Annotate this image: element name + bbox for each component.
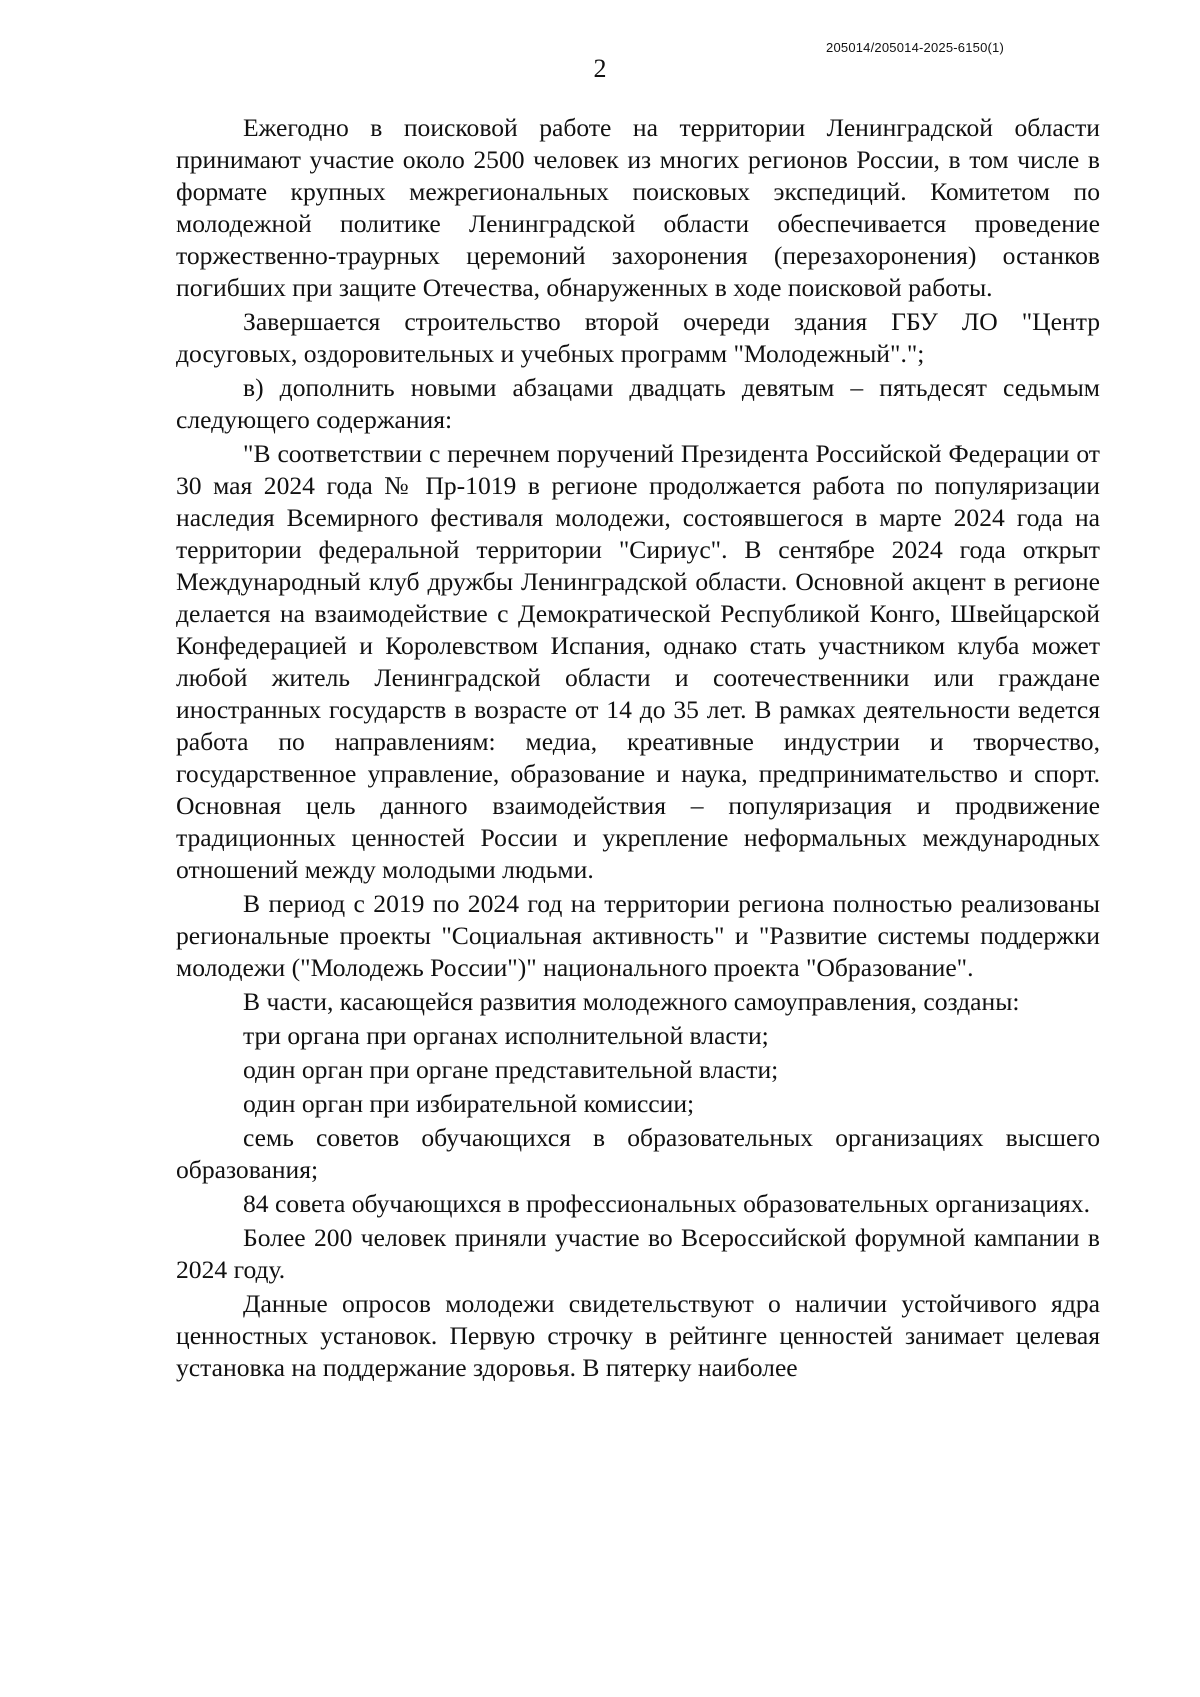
paragraph-friendship-club: "В соответствии с перечнем поручений Президента Российской Федерации от 30 мая 2024 года № Пр-1019 в регионе продолжается работа по популяризации наследия Всемирного фестиваля молодежи, состоявшегося в марте 2024 года на территории федеральной территории "Сириус". В сентябре 2024 года открыт Международный клуб дружбы Ленинградской области. Основной акцент в регионе делается на взаимодействие с Демократической Республикой Конго, Швейцарской Конфедерацией и Королевством Испания, однако стать участником клуба может любой житель Ленинградской области и соотечественники или граждане иностранных государств в возрасте от 14 до 35 лет. В рамках деятельности ведется работа по направлениям: медиа, креативные индустрии и творчество, государственное управление, образование и наука, предпринимательство и спорт. Основная цель данного взаимодействия – популяризация и продвижение традиционных ценностей России и укрепление неформальных международных отношений между молодыми людьми. [176,439,1100,884]
paragraph-amendment: в) дополнить новыми абзацами двадцать девятым – пятьдесят седьмым следующего содержания: [176,373,1100,434]
list-item: 84 совета обучающихся в профессиональных образовательных организациях. [243,1189,1090,1218]
paragraph-survey-data: Данные опросов молодежи свидетельствуют о наличии устойчивого ядра ценностных установок. Первую строчку в рейтинге ценностей занимает целевая установка на поддержание здоровья. В пятерку наиболее [176,1289,1100,1382]
paragraph-forum-campaign: Более 200 человек приняли участие во Всероссийской форумной кампании в 2024 году. [176,1223,1100,1284]
list-item: один орган при избирательной комиссии; [243,1089,695,1118]
list-item: три органа при органах исполнительной власти; [243,1021,769,1050]
paragraph-self-government: В части, касающейся развития молодежного самоуправления, созданы: [243,987,1020,1016]
page-number: 2 [593,54,607,83]
paragraph-construction: Завершается строительство второй очереди здания ГБУ ЛО "Центр досуговых, оздоровительных и учебных программ "Молодежный"."; [176,307,1100,368]
paragraph-search-work: Ежегодно в поисковой работе на территории Ленинградской области принимают участие около 2500 человек из многих регионов России, в том числе в формате крупных межрегиональных поисковых экспедиций. Комитетом по молодежной политике Ленинградской области обеспечивается проведение торжественно-траурных церемоний захоронения (перезахоронения) останков погибших при защите Отечества, обнаруженных в ходе поисковой работы. [176,113,1100,302]
list-item: семь советов обучающихся в образовательных организациях высшего образования; [176,1123,1100,1184]
document-body [176,112,1100,1386]
paragraph-regional-projects: В период с 2019 по 2024 год на территории региона полностью реализованы региональные проекты "Социальная активность" и "Развитие системы поддержки молодежи ("Молодежь России")" национального проекта "Образование". [176,889,1100,982]
document-id: 205014/205014-2025-6150(1) [826,40,1004,55]
list-item: один орган при органе представительной власти; [243,1055,779,1084]
